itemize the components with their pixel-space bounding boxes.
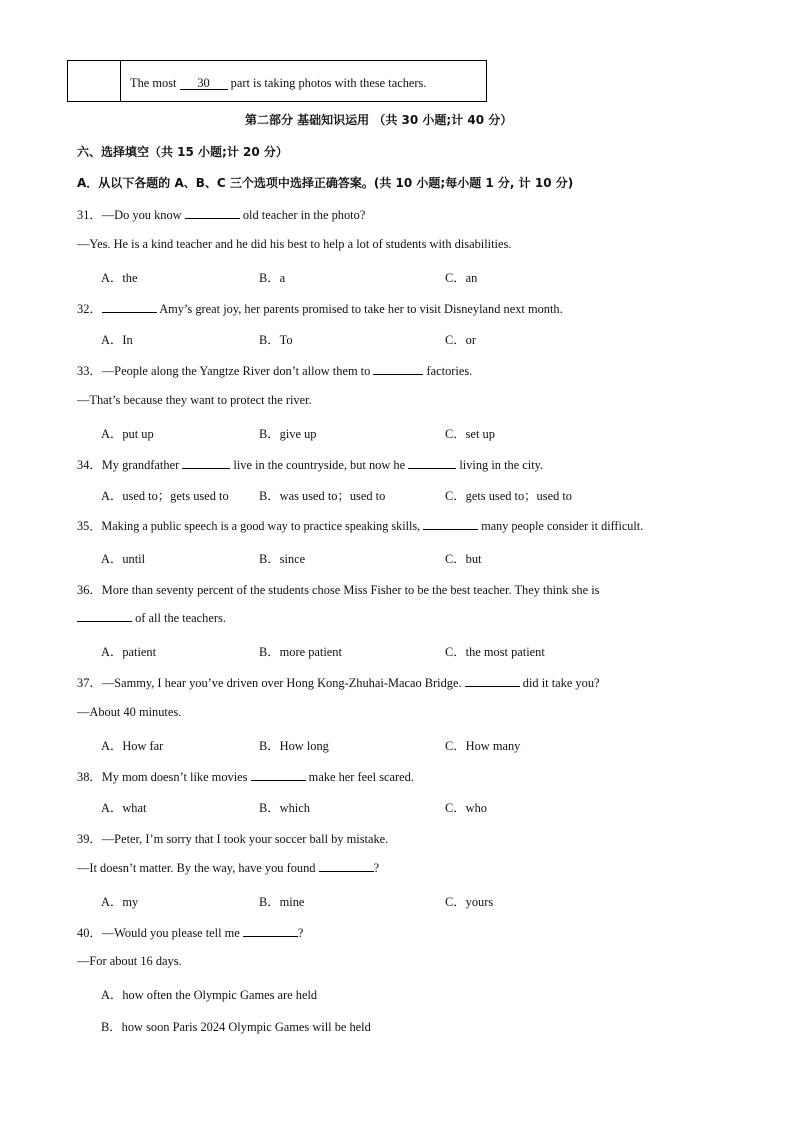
q38-stem-pre: 38．My mom doesn’t like movies	[77, 770, 251, 784]
question-35-stem	[77, 517, 643, 534]
q38-stem-post: make her feel scared.	[305, 770, 414, 784]
q35-blank	[423, 529, 478, 530]
q31-blank	[185, 218, 240, 219]
q37-option-a: A．How far	[101, 739, 164, 753]
q37-stem-post: did it take you?	[519, 676, 600, 690]
answer-table	[67, 60, 487, 102]
q36-option-a: A．patient	[101, 645, 157, 659]
question-34-stem	[77, 455, 543, 473]
question-33-stem	[77, 361, 472, 379]
q36-option-b: B．more patient	[259, 645, 342, 659]
q31-option-c: C．an	[445, 271, 478, 285]
q39-line2-post: ?	[373, 861, 380, 875]
q37-stem-pre: 37．—Sammy, I hear you’ve driven over Hong Kong-Zhuhai-Macao Bridge.	[77, 676, 465, 690]
section-six-heading: 六、选择填空（共 15 小题;计 20 分）	[77, 145, 288, 159]
q31-stem-pre: 31．—Do you know	[77, 208, 185, 222]
q39-line2-pre: —It doesn’t matter. By the way, have you found	[77, 861, 319, 875]
q31-stem-post: old teacher in the photo?	[239, 208, 366, 222]
q33-stem-post: factories.	[423, 364, 473, 378]
q39-option-a: A．my	[101, 895, 139, 909]
question-36-stem: 36．More than seventy percent of the students chose Miss Fisher to be the best teacher. They think she is	[77, 583, 600, 597]
table-empty-cell	[68, 61, 121, 101]
q34-stem-pre: 34．My grandfather	[77, 458, 183, 472]
q33-stem-pre: 33．—People along the Yangtze River don’t allow them to	[77, 364, 374, 378]
question-37-line2: —About 40 minutes.	[77, 705, 182, 719]
q32-stem-post: Amy’s great joy, her parents promised to take her to visit Disneyland next month.	[156, 302, 563, 316]
question-40-stem	[77, 923, 303, 941]
question-37-stem	[77, 673, 600, 691]
q39-option-c: C．yours	[445, 895, 494, 909]
question-36-line2	[77, 611, 226, 626]
q33-option-a: A．put up	[101, 427, 154, 441]
q40-stem-pre: 40．—Would you please tell me	[77, 926, 243, 940]
q38-option-c: C．who	[445, 801, 487, 815]
q39-blank	[319, 871, 374, 872]
question-32-stem	[77, 299, 563, 317]
table-sentence-after: part is taking photos with these tachers.	[227, 76, 427, 90]
part-two-heading: 第二部分 基础知识运用 （共 30 小题;计 40 分）	[245, 113, 513, 127]
q39-option-b: B．mine	[259, 895, 305, 909]
q40-blank	[243, 936, 298, 937]
question-33-line2: —That’s because they want to protect the river.	[77, 393, 312, 407]
q31-option-b: B．a	[259, 271, 286, 285]
q34-option-a: A．used to；gets used to	[101, 489, 229, 503]
q32-option-c: C．or	[445, 333, 476, 347]
q33-blank	[373, 374, 423, 375]
q32-option-b: B．To	[259, 333, 293, 347]
q35-option-c: C．but	[445, 552, 482, 566]
table-sentence	[130, 76, 426, 91]
q34-option-b: B．was used to；used to	[259, 489, 386, 503]
q31-option-a: A．the	[101, 271, 138, 285]
q33-option-b: B．give up	[259, 427, 317, 441]
q38-option-a: A．what	[101, 801, 147, 815]
question-38-stem	[77, 767, 414, 785]
q32-option-a: A．In	[101, 333, 133, 347]
question-39-line2	[77, 861, 379, 876]
q34-stem-mid: live in the countryside, but now he	[230, 458, 409, 472]
question-39-stem: 39．—Peter, I’m sorry that I took your soccer ball by mistake.	[77, 832, 389, 846]
q36-blank	[77, 621, 132, 622]
q35-stem-post: many people consider it difficult.	[478, 519, 644, 533]
q34-stem-post: living in the city.	[456, 458, 544, 472]
table-sentence-before: The most	[130, 76, 180, 90]
q37-blank	[465, 686, 520, 687]
q38-option-b: B．which	[259, 801, 310, 815]
q34-option-c: C．gets used to；used to	[445, 489, 572, 503]
q34-blank-1	[182, 468, 230, 469]
q32-blank	[102, 312, 157, 313]
q34-blank-2	[408, 468, 456, 469]
q35-option-b: B．since	[259, 552, 306, 566]
q40-stem-post: ?	[297, 926, 304, 940]
question-31-line2: —Yes. He is a kind teacher and he did his best to help a lot of students with disabilities.	[77, 237, 512, 251]
q33-option-c: C．set up	[445, 427, 495, 441]
q40-option-a: A．how often the Olympic Games are held	[101, 988, 318, 1002]
q32-stem-pre: 32．	[77, 302, 102, 316]
q36-line2-post: of all the teachers.	[132, 611, 226, 625]
table-answer-blank: 30	[180, 77, 228, 90]
q36-option-c: C．the most patient	[445, 645, 545, 659]
q38-blank	[251, 780, 306, 781]
q37-option-c: C．How many	[445, 739, 521, 753]
q35-option-a: A．until	[101, 552, 146, 566]
q35-stem-pre: 35．Making a public speech is a good way to practice speaking skills,	[77, 519, 424, 533]
section-a-instruction: A．从以下各题的 A、B、C 三个选项中选择正确答案。(共 10 小题;每小题 1 分, 计 10 分)	[77, 176, 574, 190]
q37-option-b: B．How long	[259, 739, 329, 753]
question-40-line2: —For about 16 days.	[77, 954, 182, 968]
question-31-stem	[77, 205, 365, 223]
q40-option-b: B．how soon Paris 2024 Olympic Games will be held	[101, 1020, 371, 1034]
